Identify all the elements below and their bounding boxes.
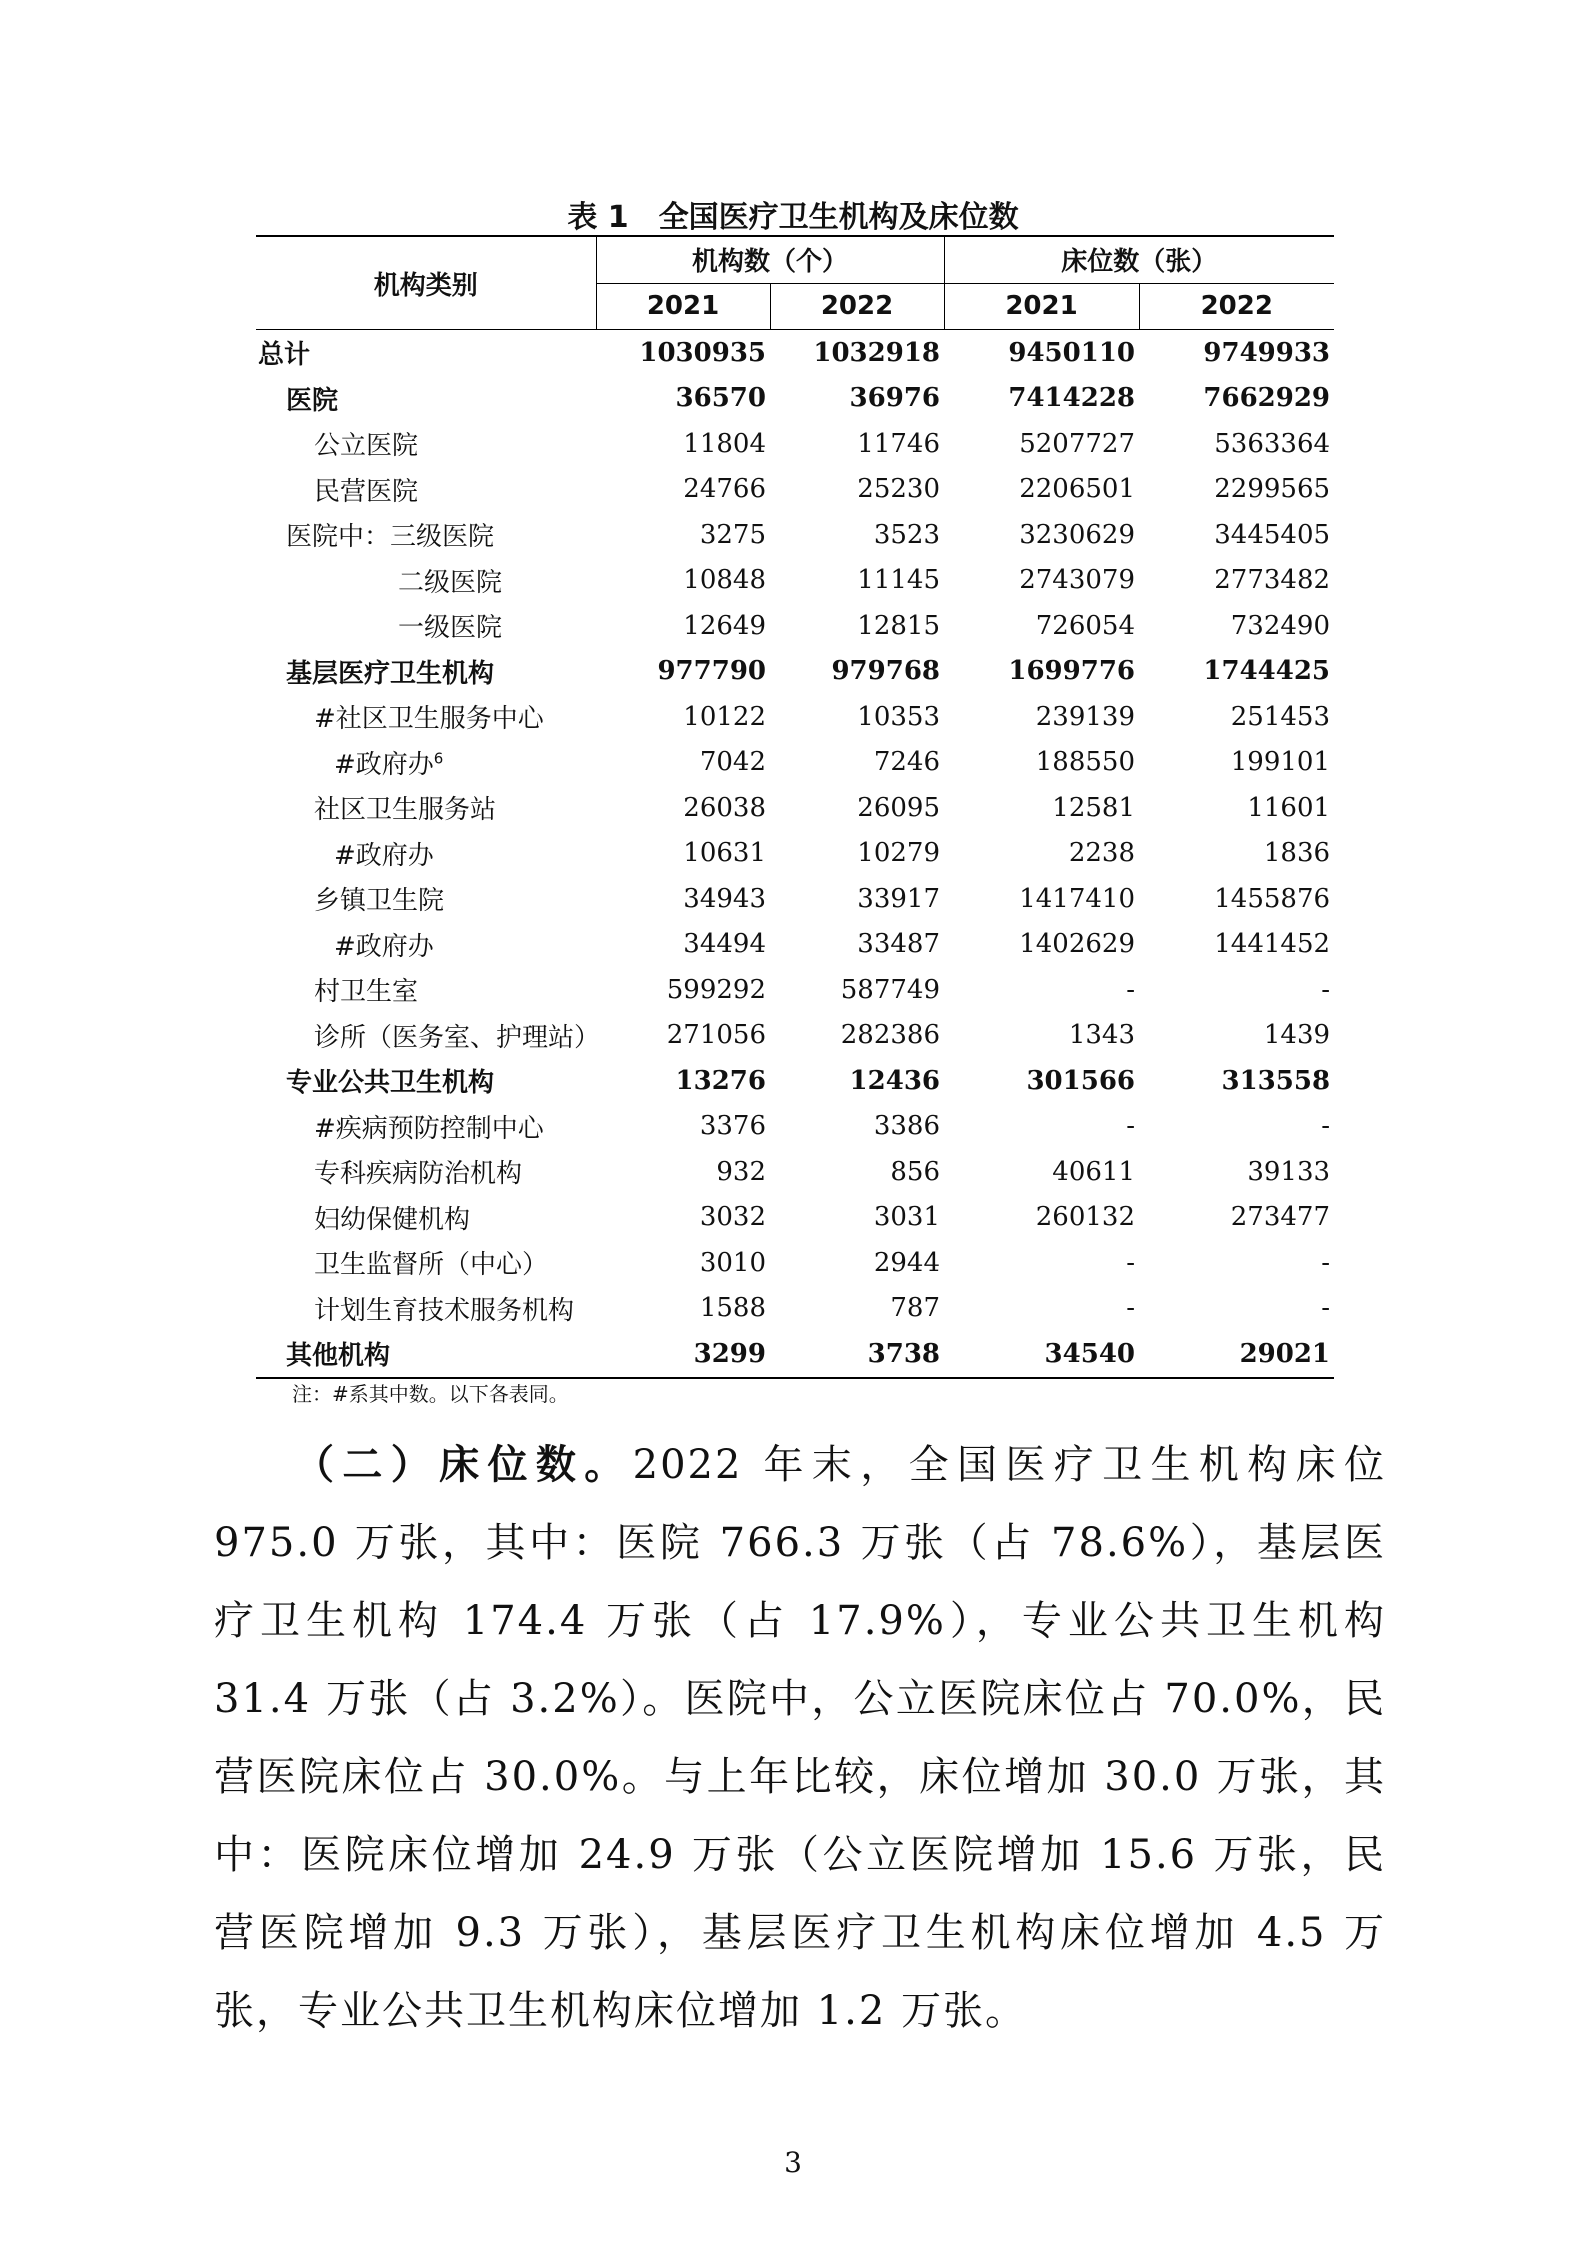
row-value: 726054 — [1035, 610, 1136, 641]
row-value: 1030935 — [639, 337, 766, 368]
row-value: 29021 — [1139, 1331, 1334, 1378]
row-label — [256, 922, 596, 968]
row-label-text: 乡镇卫生院 — [314, 886, 445, 917]
row-value: 1439 — [1263, 1020, 1331, 1051]
row-value: - — [1321, 1293, 1331, 1324]
row-label-text: 诊所（医务室、护理站） — [314, 1022, 601, 1053]
row-value: 1343 — [1068, 1020, 1136, 1051]
row-label — [256, 740, 596, 786]
row-value: 587749 — [840, 974, 941, 1005]
table-row — [256, 785, 1334, 831]
row-label — [256, 876, 596, 922]
row-value: 12815 — [857, 610, 941, 641]
row-value: 3445405 — [1214, 519, 1331, 550]
table-note: 注：#系其中数。以下各表同。 — [292, 1382, 569, 1406]
row-value: - — [1321, 1247, 1331, 1278]
row-value: 1744425 — [1203, 656, 1331, 687]
table-row — [256, 558, 1334, 604]
header-category: 机构类别 — [256, 236, 596, 330]
row-value: 2206501 — [1019, 474, 1136, 505]
row-value: 239139 — [1035, 701, 1136, 732]
table-row — [256, 1331, 1334, 1378]
row-value: 34540 — [944, 1331, 1139, 1378]
table-row — [256, 922, 1334, 968]
table-row — [256, 1195, 1334, 1241]
row-value: 1402629 — [1019, 929, 1136, 960]
row-value: 33487 — [857, 929, 941, 960]
row-value: - — [1126, 1111, 1136, 1142]
page-number: 3 — [784, 2146, 802, 2179]
row-value: - — [1321, 974, 1331, 1005]
row-label-text: 二级医院 — [398, 567, 503, 598]
table-row — [256, 421, 1334, 467]
row-value: 36976 — [849, 383, 941, 414]
row-value: 1032918 — [813, 337, 941, 368]
institutions-beds-table — [256, 235, 1334, 1379]
table-row — [256, 1240, 1334, 1286]
header-year: 2022 — [1139, 283, 1334, 330]
row-value: 1836 — [1263, 838, 1331, 869]
paragraph-body: 2022 年末，全国医疗卫生机构床位 975.0 万张，其中：医院 766.3 万张（占 78.6%），基层医疗卫生机构 174.4 万张（占 17.9%），专业公共卫生机构 31.4 万张（占 3.2%）。医院中，公立医院床位占 70.0%，民营医院床位占 30.0%。与上年比较，床位增加 30.0 万张，其中：医院床位增加 24.9 万张（公立医院增加 15.6 万张，民营医院增加 9.3 万张），基层医疗卫生机构床位增加 4.5 万张，专业公共卫生机构床位增加 1.2 万张。 — [214, 1442, 1387, 2034]
row-label-text: #社区卫生服务中心 — [314, 704, 544, 735]
row-value: 39133 — [1247, 1156, 1331, 1187]
row-value: 10353 — [857, 701, 941, 732]
row-label — [256, 376, 596, 422]
row-value: 26038 — [683, 792, 766, 823]
table-body — [256, 330, 1334, 1378]
row-value: 3299 — [596, 1331, 770, 1378]
row-value: 3010 — [699, 1247, 766, 1278]
paragraph-heading: （二）床位数。 — [294, 1442, 633, 1488]
header-institutions: 机构数（个） — [596, 236, 944, 283]
row-value: - — [1126, 1293, 1136, 1324]
row-value: 3376 — [699, 1111, 766, 1142]
row-value: 1588 — [699, 1293, 766, 1324]
row-label — [256, 1058, 596, 1104]
header-beds: 床位数（张） — [944, 236, 1334, 283]
row-label — [256, 694, 596, 740]
row-value: 11145 — [857, 565, 941, 596]
row-label — [256, 467, 596, 513]
row-label — [256, 831, 596, 877]
row-value: 1441452 — [1214, 929, 1331, 960]
row-value: 13276 — [675, 1065, 766, 1096]
row-value: 9450110 — [1008, 337, 1136, 368]
row-value: 34943 — [683, 883, 766, 914]
table-row — [256, 512, 1334, 558]
row-label-text: 妇幼保健机构 — [314, 1204, 471, 1235]
row-value: 33917 — [857, 883, 941, 914]
row-value: 10279 — [857, 838, 941, 869]
row-value: 273477 — [1230, 1202, 1331, 1233]
row-value: 3031 — [873, 1202, 941, 1233]
row-value: 10631 — [683, 838, 766, 869]
row-label — [256, 1195, 596, 1241]
row-value: 34494 — [683, 929, 766, 960]
row-value: 979768 — [831, 656, 941, 687]
row-value: 12649 — [683, 610, 766, 641]
row-value: 271056 — [666, 1020, 766, 1051]
row-value: 2773482 — [1214, 565, 1331, 596]
row-value: 188550 — [1035, 747, 1136, 778]
row-value: 2944 — [873, 1247, 941, 1278]
row-value: 3032 — [699, 1202, 766, 1233]
row-label-text: 卫生监督所（中心） — [314, 1250, 549, 1281]
row-label — [256, 649, 596, 695]
body-paragraph — [214, 1426, 1386, 2050]
row-value: 1455876 — [1214, 883, 1331, 914]
row-value: 7042 — [699, 747, 766, 778]
row-value: 26095 — [857, 792, 941, 823]
row-value: 282386 — [840, 1020, 941, 1051]
row-value: 199101 — [1230, 747, 1331, 778]
row-value: - — [1321, 1111, 1331, 1142]
row-label — [256, 785, 596, 831]
row-value: 11804 — [683, 428, 766, 459]
row-value: 7246 — [873, 747, 941, 778]
row-label-text: 医院 — [286, 385, 339, 416]
row-value: 9749933 — [1203, 337, 1331, 368]
table-row — [256, 1058, 1334, 1104]
row-label — [256, 512, 596, 558]
row-value: 2743079 — [1019, 565, 1136, 596]
table-row — [256, 330, 1334, 376]
row-label-text: 专业公共卫生机构 — [286, 1068, 495, 1099]
header-year: 2022 — [770, 283, 944, 330]
row-value: 3523 — [873, 519, 941, 550]
header-year: 2021 — [596, 283, 770, 330]
row-value: 932 — [716, 1156, 766, 1187]
row-value: - — [1126, 1247, 1136, 1278]
row-label-text: 一级医院 — [398, 613, 503, 644]
row-value: 313558 — [1221, 1065, 1331, 1096]
table-row — [256, 1286, 1334, 1332]
row-label-text: 公立医院 — [314, 431, 419, 462]
row-label — [256, 330, 596, 376]
row-value: 40611 — [1052, 1156, 1136, 1187]
header-year: 2021 — [944, 283, 1139, 330]
row-value: 787 — [890, 1293, 941, 1324]
row-value: 856 — [890, 1156, 941, 1187]
row-value: 1699776 — [1008, 656, 1136, 687]
row-value: 3275 — [699, 519, 766, 550]
table-row — [256, 876, 1334, 922]
row-label-text: 其他机构 — [286, 1341, 391, 1372]
row-label-text: 专科疾病防治机构 — [314, 1159, 523, 1190]
table-row — [256, 649, 1334, 695]
row-label-text: 总计 — [258, 340, 311, 371]
row-value: 10848 — [683, 565, 766, 596]
row-value: 2299565 — [1214, 474, 1331, 505]
row-value: 251453 — [1230, 701, 1331, 732]
row-value: 7414228 — [1008, 383, 1136, 414]
row-label — [256, 1331, 596, 1378]
row-value: 599292 — [666, 974, 766, 1005]
row-value: 5207727 — [1019, 428, 1136, 459]
row-label — [256, 1013, 601, 1059]
row-label-text: 村卫生室 — [314, 977, 419, 1008]
row-value: 977790 — [657, 656, 766, 687]
row-label — [256, 967, 596, 1013]
row-label-text: 医院中：三级医院 — [286, 522, 495, 553]
row-value: 11746 — [857, 428, 941, 459]
footnote-marker: 6 — [433, 749, 444, 768]
row-value: 301566 — [1026, 1065, 1136, 1096]
table-row — [256, 831, 1334, 877]
row-label-text: 计划生育技术服务机构 — [314, 1295, 575, 1326]
row-label — [256, 1240, 596, 1286]
row-label-text: #疾病预防控制中心 — [314, 1113, 544, 1144]
table-row — [256, 467, 1334, 513]
row-value: 732490 — [1230, 610, 1331, 641]
table-row — [256, 694, 1334, 740]
row-value: 11601 — [1247, 792, 1331, 823]
row-label-text: #政府办 — [334, 749, 434, 780]
row-value: 7662929 — [1203, 383, 1331, 414]
row-label-text: #政府办 — [334, 840, 434, 871]
row-value: 2238 — [1068, 838, 1136, 869]
table-row — [256, 1013, 1334, 1059]
row-value: 3230629 — [1019, 519, 1136, 550]
row-value: 25230 — [857, 474, 941, 505]
row-value: - — [1126, 974, 1136, 1005]
table-row — [256, 1149, 1334, 1195]
row-label-text: #政府办 — [334, 931, 434, 962]
row-value: 10122 — [683, 701, 766, 732]
row-value: 260132 — [1035, 1202, 1136, 1233]
row-label — [256, 421, 596, 467]
row-value: 36570 — [675, 383, 766, 414]
row-label — [256, 1104, 596, 1150]
table-row — [256, 967, 1334, 1013]
row-label — [256, 603, 596, 649]
table-title: 表 1 全国医疗卫生机构及床位数 — [567, 200, 1019, 235]
row-value: 1417410 — [1019, 883, 1136, 914]
row-value: 5363364 — [1214, 428, 1331, 459]
row-value: 12436 — [849, 1065, 941, 1096]
row-label-text: 社区卫生服务站 — [314, 795, 497, 826]
row-label — [256, 1286, 596, 1332]
row-value: 3738 — [770, 1331, 944, 1378]
table-row — [256, 603, 1334, 649]
row-label-text: 民营医院 — [314, 476, 419, 507]
row-label-text: 基层医疗卫生机构 — [286, 658, 495, 689]
row-label — [256, 558, 596, 604]
row-value: 24766 — [683, 474, 766, 505]
row-value: 12581 — [1052, 792, 1136, 823]
table-row — [256, 376, 1334, 422]
table-row — [256, 1104, 1334, 1150]
table-row — [256, 740, 1334, 786]
row-label — [256, 1149, 596, 1195]
row-value: 3386 — [873, 1111, 941, 1142]
